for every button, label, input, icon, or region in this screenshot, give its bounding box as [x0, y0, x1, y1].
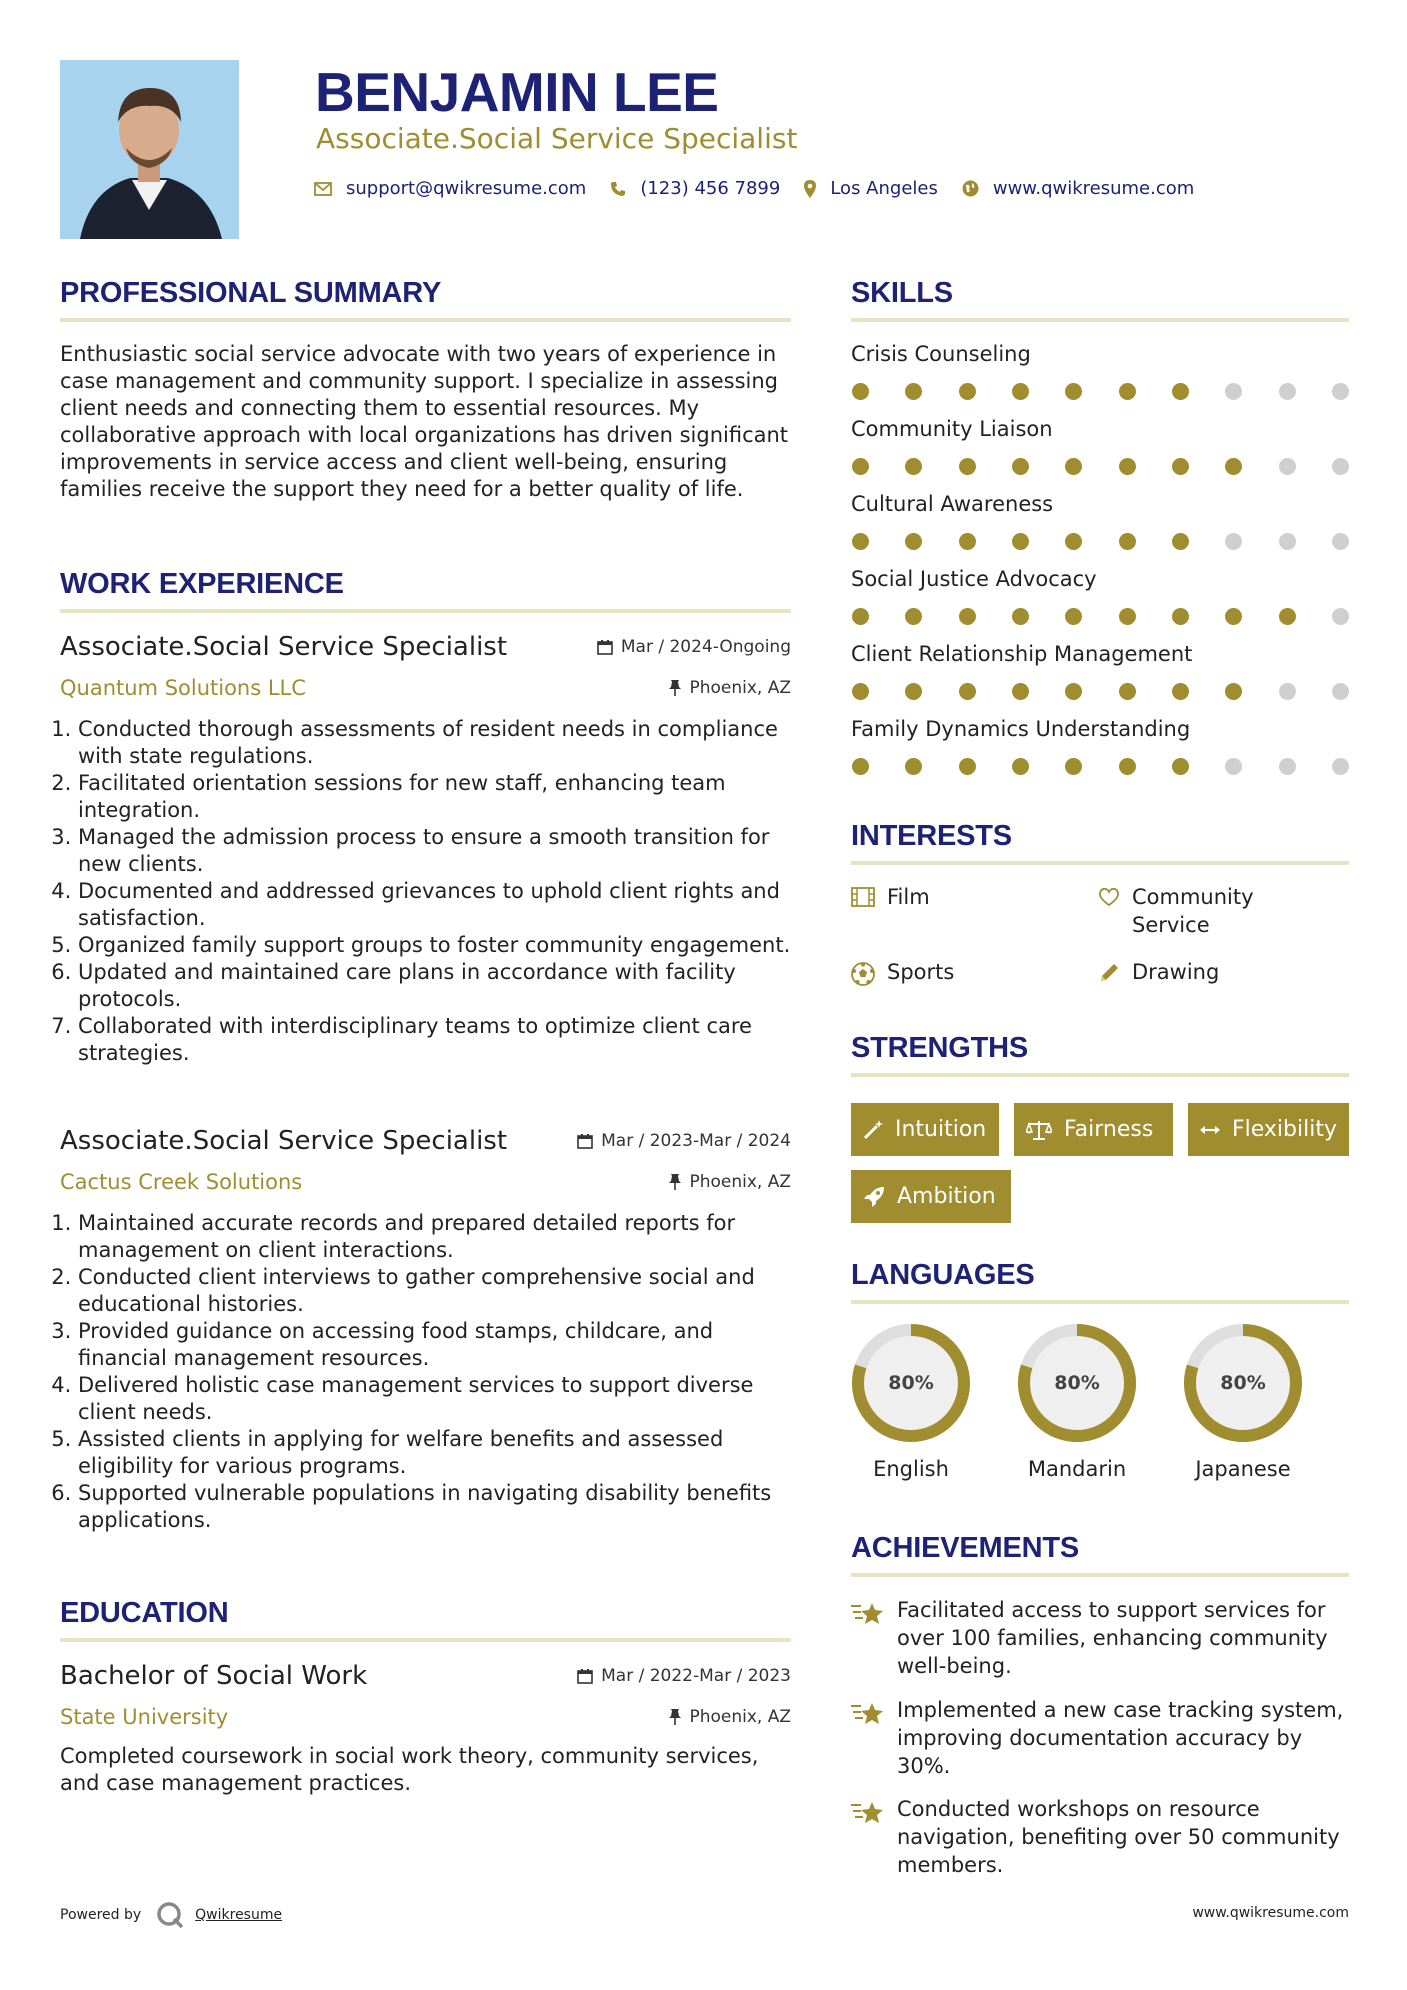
candidate-title: Associate.Social Service Specialist [316, 122, 798, 155]
company-name: Cactus Creek Solutions [60, 1170, 303, 1194]
achievements-section-header [851, 1532, 1349, 1577]
rating-dot-empty [1225, 533, 1242, 550]
job-location: Phoenix, AZ [669, 678, 791, 698]
rating-dot-empty [1332, 758, 1349, 775]
rating-dot-empty [1279, 458, 1296, 475]
rating-dot-filled [1119, 533, 1136, 550]
rating-dot-filled [1065, 458, 1082, 475]
school-name: State University [60, 1705, 229, 1729]
rating-dot-filled [1172, 533, 1189, 550]
rating-dot-filled [852, 458, 869, 475]
rating-dot-filled [1119, 458, 1136, 475]
section-title: ACHIEVEMENTS [851, 1532, 1080, 1564]
list-item: 6. Supported vulnerable populations in navigating disability benefits applications. [78, 1480, 791, 1534]
pencil-icon [1098, 962, 1120, 984]
rating-dot-filled [1012, 683, 1029, 700]
section-divider [60, 318, 791, 322]
skill-item [851, 492, 1349, 550]
calendar-icon [577, 1133, 593, 1149]
contact-location [804, 178, 938, 199]
job-entry [60, 632, 791, 1067]
interest-item [851, 958, 954, 986]
phone-text: (123) 456 7899 [640, 178, 781, 199]
section-title: LANGUAGES [851, 1259, 1035, 1291]
job-dates: Mar / 2024-Ongoing [597, 637, 791, 657]
list-item: 3. Provided guidance on accessing food stamps, childcare, and financial management resources. [78, 1318, 791, 1372]
rating-dot-empty [1225, 383, 1242, 400]
rating-dot-filled [959, 758, 976, 775]
skill-name: Community Liaison [851, 417, 1053, 441]
rating-dot-filled [1279, 608, 1296, 625]
rating-dot-filled [1065, 533, 1082, 550]
degree-title: Bachelor of Social Work [60, 1661, 368, 1691]
contact-website[interactable] [962, 178, 1194, 199]
list-item: 1. Conducted thorough assessments of resident needs in compliance with state regulations. [78, 716, 791, 770]
rating-dot-empty [1279, 758, 1296, 775]
rating-dot-filled [1172, 683, 1189, 700]
strength-label: Flexibility [1232, 1117, 1337, 1142]
rating-dot-empty [1332, 608, 1349, 625]
job-title: Associate.Social Service Specialist [60, 632, 508, 662]
language-item [1181, 1323, 1305, 1481]
section-divider [60, 1638, 791, 1642]
location-text: Los Angeles [830, 178, 938, 199]
list-item: 6. Updated and maintained care plans in accordance with facility protocols. [78, 959, 791, 1013]
list-item: 5. Assisted clients in applying for welfare benefits and assessed eligibility for various programs. [78, 1426, 791, 1480]
rating-dot-empty [1279, 683, 1296, 700]
section-divider [851, 861, 1349, 865]
balance-scale-icon [1026, 1120, 1052, 1140]
rating-dot-filled [1012, 758, 1029, 775]
rating-dot-filled [1119, 683, 1136, 700]
language-percent: 80% [888, 1372, 934, 1394]
strength-badge [1188, 1103, 1349, 1156]
pushpin-icon [669, 1174, 681, 1190]
rating-dot-filled [959, 533, 976, 550]
education-description: Completed coursework in social work theory, community services, and case management practices. [60, 1744, 759, 1795]
skill-rating [851, 758, 1349, 775]
language-progress-ring [1017, 1323, 1137, 1443]
section-title: SKILLS [851, 277, 953, 309]
language-progress-ring [851, 1323, 971, 1443]
strength-badge [851, 1170, 1011, 1223]
list-item: 2. Conducted client interviews to gather comprehensive social and educational histories. [78, 1264, 791, 1318]
rating-dot-filled [1065, 383, 1082, 400]
rating-dot-filled [905, 458, 922, 475]
list-item: 2. Facilitated orientation sessions for new staff, enhancing team integration. [78, 770, 791, 824]
work-section-header [60, 568, 791, 613]
education-section-header [60, 1597, 791, 1642]
rating-dot-filled [852, 683, 869, 700]
language-item [849, 1323, 973, 1481]
languages-section-header [851, 1259, 1349, 1304]
soccer-ball-icon [851, 962, 875, 986]
pushpin-icon [669, 680, 681, 696]
rating-dot-filled [1119, 608, 1136, 625]
section-divider [60, 609, 791, 613]
skill-rating [851, 683, 1349, 700]
rating-dot-filled [852, 383, 869, 400]
interest-item [851, 883, 930, 911]
shooting-star-icon [851, 1799, 885, 1825]
language-name: English [873, 1457, 949, 1481]
rating-dot-filled [1172, 758, 1189, 775]
rating-dot-filled [1065, 758, 1082, 775]
strength-badge [851, 1103, 999, 1156]
skill-name: Crisis Counseling [851, 342, 1031, 366]
rating-dot-filled [1119, 383, 1136, 400]
rating-dot-empty [1332, 383, 1349, 400]
section-title: WORK EXPERIENCE [60, 568, 344, 600]
rating-dot-filled [905, 383, 922, 400]
section-divider [851, 1073, 1349, 1077]
company-name: Quantum Solutions LLC [60, 676, 306, 700]
section-title: INTERESTS [851, 820, 1012, 852]
job-bullets [60, 1210, 791, 1534]
interests-section-header [851, 820, 1349, 865]
envelope-icon [314, 182, 332, 196]
education-entry [60, 1661, 791, 1797]
job-location: Phoenix, AZ [669, 1172, 791, 1192]
rating-dot-empty [1332, 458, 1349, 475]
skills-section-header [851, 277, 1349, 322]
map-marker-icon [804, 180, 816, 198]
achievement-item [851, 1795, 1349, 1879]
rating-dot-filled [1172, 383, 1189, 400]
interest-item [1098, 883, 1298, 939]
contact-bar [314, 178, 1218, 199]
candidate-name: BENJAMIN LEE [315, 61, 719, 123]
powered-by [60, 1900, 282, 1930]
language-name: Japanese [1195, 1457, 1291, 1481]
interest-label: Community Service [1132, 885, 1254, 937]
strength-label: Fairness [1064, 1117, 1154, 1142]
rating-dot-filled [905, 608, 922, 625]
rating-dot-filled [1225, 683, 1242, 700]
contact-email[interactable] [314, 178, 586, 199]
job-dates: Mar / 2023-Mar / 2024 [577, 1131, 791, 1151]
summary-section-header [60, 277, 791, 322]
powered-by-label: Powered by [60, 1907, 142, 1923]
list-item: 1. Maintained accurate records and prepared detailed reports for management on client interactions. [78, 1210, 791, 1264]
achievement-item [851, 1596, 1349, 1680]
skill-rating [851, 533, 1349, 550]
job-bullets [60, 716, 791, 1067]
skill-rating [851, 608, 1349, 625]
list-item: 5. Organized family support groups to foster community engagement. [78, 932, 791, 959]
language-name: Mandarin [1027, 1457, 1127, 1481]
website-text: www.qwikresume.com [992, 178, 1195, 199]
rating-dot-filled [1065, 608, 1082, 625]
rating-dot-filled [959, 383, 976, 400]
section-divider [851, 1573, 1349, 1577]
skill-name: Client Relationship Management [851, 642, 1193, 666]
rating-dot-empty [1279, 383, 1296, 400]
interest-label: Sports [887, 960, 955, 984]
magic-wand-icon [863, 1120, 883, 1140]
skill-item [851, 717, 1349, 775]
footer-website[interactable]: www.qwikresume.com [1192, 1905, 1349, 1921]
strength-label: Ambition [897, 1184, 996, 1209]
rating-dot-filled [1172, 608, 1189, 625]
rating-dot-filled [852, 758, 869, 775]
section-divider [851, 318, 1349, 322]
rating-dot-empty [1332, 533, 1349, 550]
contact-phone[interactable] [610, 178, 780, 199]
strengths-section-header [851, 1032, 1349, 1077]
list-item: 4. Delivered holistic case management services to support diverse client needs. [78, 1372, 791, 1426]
interest-item [1098, 958, 1219, 986]
section-divider [851, 1300, 1349, 1304]
rating-dot-empty [1279, 533, 1296, 550]
language-percent: 80% [1054, 1372, 1100, 1394]
arrows-horizontal-icon [1200, 1123, 1220, 1137]
rating-dot-filled [959, 683, 976, 700]
job-title: Associate.Social Service Specialist [60, 1126, 508, 1156]
qwikresume-logo-icon [155, 1900, 185, 1930]
rating-dot-filled [852, 533, 869, 550]
section-title: EDUCATION [60, 1597, 229, 1629]
calendar-icon [577, 1668, 593, 1684]
rocket-icon [863, 1186, 885, 1208]
skill-rating [851, 383, 1349, 400]
interest-label: Film [887, 885, 930, 909]
film-icon [851, 887, 875, 907]
achievement-text: Facilitated access to support services for over 100 families, enhancing community well-being. [897, 1598, 1328, 1678]
language-item [1015, 1323, 1139, 1481]
heart-icon [1098, 887, 1120, 907]
rating-dot-empty [1225, 758, 1242, 775]
profile-photo [60, 60, 239, 239]
skill-name: Social Justice Advocacy [851, 567, 1097, 591]
rating-dot-filled [905, 758, 922, 775]
rating-dot-filled [905, 533, 922, 550]
skill-name: Cultural Awareness [851, 492, 1054, 516]
section-title: PROFESSIONAL SUMMARY [60, 277, 442, 309]
rating-dot-filled [1012, 383, 1029, 400]
skill-rating [851, 458, 1349, 475]
strength-label: Intuition [895, 1117, 987, 1142]
rating-dot-filled [1225, 608, 1242, 625]
list-item: 7. Collaborated with interdisciplinary teams to optimize client care strategies. [78, 1013, 791, 1067]
education-location: Phoenix, AZ [669, 1707, 791, 1727]
shooting-star-icon [851, 1700, 885, 1726]
rating-dot-empty [1332, 683, 1349, 700]
globe-icon [962, 180, 979, 197]
achievement-item [851, 1696, 1349, 1780]
interest-label: Drawing [1132, 960, 1220, 984]
language-percent: 80% [1220, 1372, 1266, 1394]
rating-dot-filled [852, 608, 869, 625]
phone-icon [610, 181, 626, 197]
rating-dot-filled [1012, 533, 1029, 550]
strength-badge [1014, 1103, 1173, 1156]
summary-text: Enthusiastic social service advocate with two years of experience in case management and community support. I specialize in assessing client needs and connecting them to essential resources. My collaborative approach with local organizations has driven significant improvements in service access and client well-being, ensuring families receive the support they need for a better quality of life. [60, 342, 789, 501]
achievement-text: Conducted workshops on resource navigation, benefiting over 50 community members. [897, 1797, 1340, 1877]
job-entry [60, 1126, 791, 1534]
calendar-icon [597, 639, 613, 655]
rating-dot-filled [1065, 683, 1082, 700]
language-progress-ring [1183, 1323, 1303, 1443]
rating-dot-filled [1225, 458, 1242, 475]
achievement-text: Implemented a new case tracking system, improving documentation accuracy by 30%. [897, 1698, 1344, 1778]
list-item: 4. Documented and addressed grievances to uphold client rights and satisfaction. [78, 878, 791, 932]
email-text: support@qwikresume.com [346, 178, 587, 199]
rating-dot-filled [1012, 458, 1029, 475]
rating-dot-filled [905, 683, 922, 700]
qwikresume-link[interactable]: Qwikresume [195, 1907, 283, 1923]
shooting-star-icon [851, 1600, 885, 1626]
education-dates: Mar / 2022-Mar / 2023 [577, 1666, 791, 1686]
rating-dot-filled [959, 458, 976, 475]
list-item: 3. Managed the admission process to ensure a smooth transition for new clients. [78, 824, 791, 878]
section-title: STRENGTHS [851, 1032, 1029, 1064]
skill-item [851, 642, 1349, 700]
rating-dot-filled [1172, 458, 1189, 475]
rating-dot-filled [1119, 758, 1136, 775]
pushpin-icon [669, 1709, 681, 1725]
skill-item [851, 567, 1349, 625]
skill-item [851, 342, 1349, 400]
rating-dot-filled [959, 608, 976, 625]
rating-dot-filled [1012, 608, 1029, 625]
skill-item [851, 417, 1349, 475]
skill-name: Family Dynamics Understanding [851, 717, 1191, 741]
